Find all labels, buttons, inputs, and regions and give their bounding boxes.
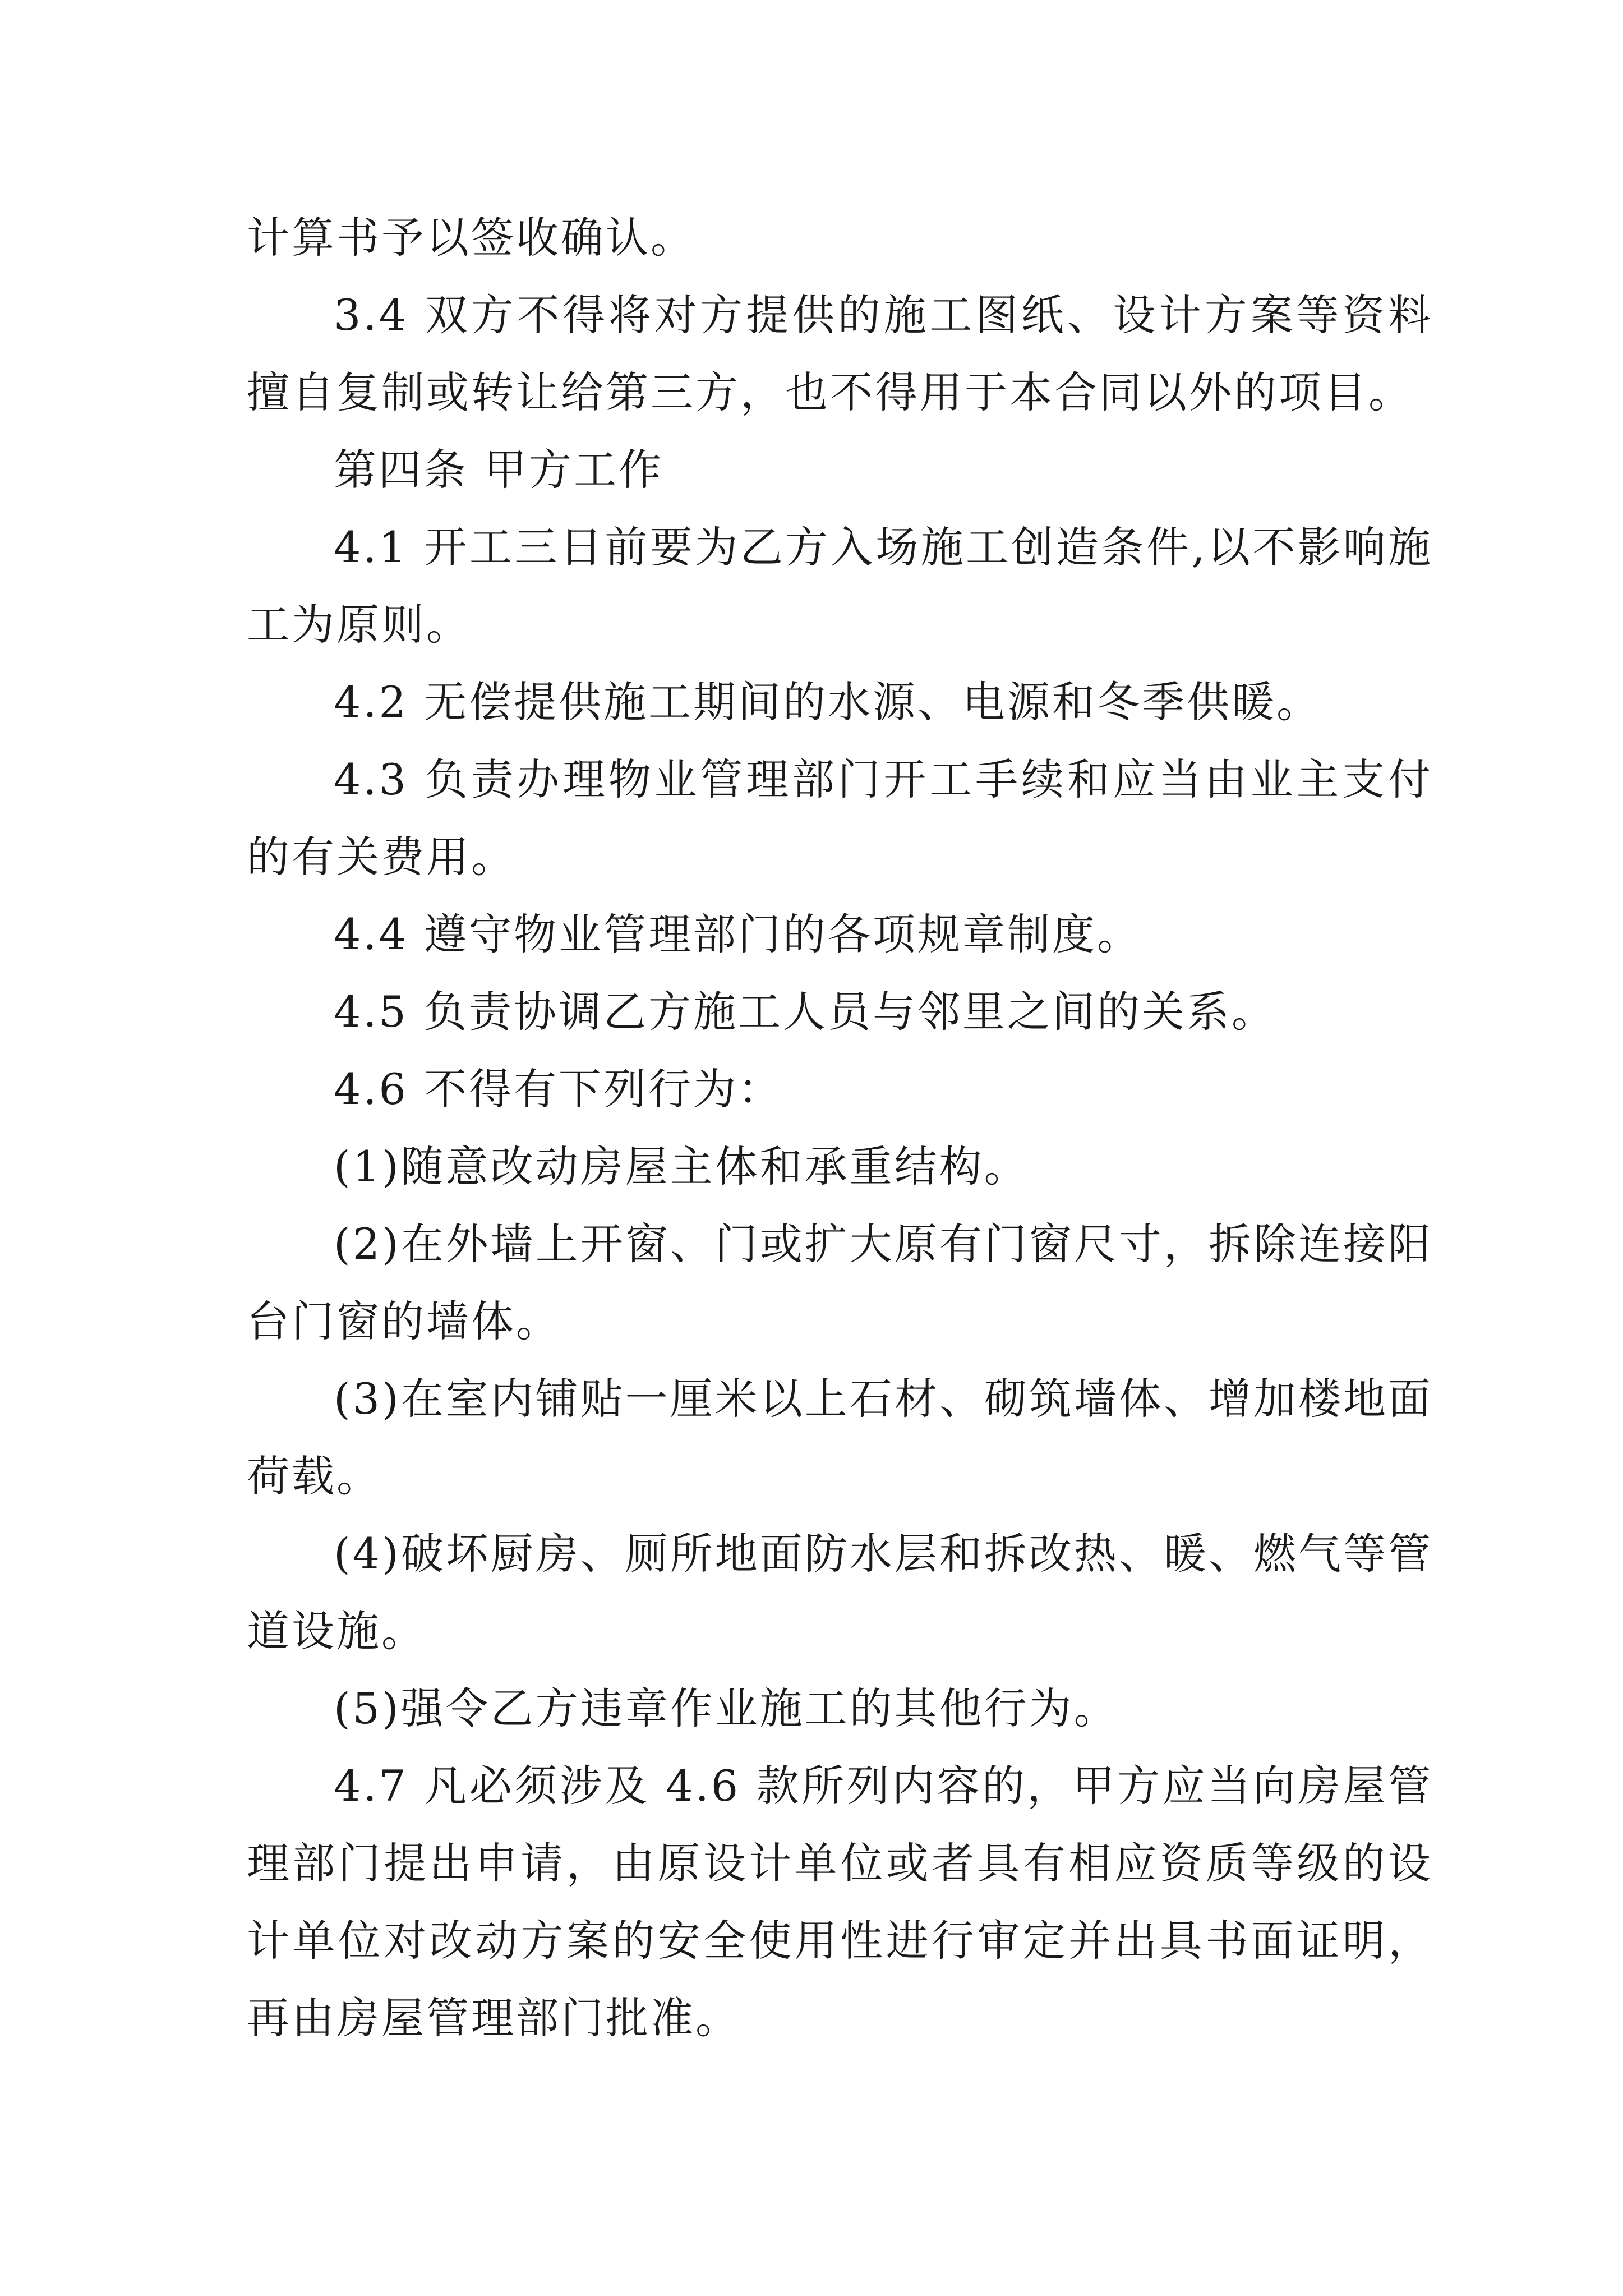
list-item-5: (5)强令乙方违章作业施工的其他行为。 [334,1683,1119,1733]
list-item-3: (3)在室内铺贴一厘米以上石材、砌筑墙体、增加楼地面荷载。 [247,1374,1433,1501]
paragraph-4-3: 4.3 负责办理物业管理部门开工手续和应当由业主支付的有关费用。 [247,754,1433,882]
paragraph-4-5: 4.5 负责协调乙方施工人员与邻里之间的关系。 [334,987,1277,1037]
paragraph-4-2: 4.2 无偿提供施工期间的水源、电源和冬季供暖。 [334,677,1322,727]
section-heading: 第四条 甲方工作 [334,445,664,495]
paragraph-1: 计算书予以签收确认。 [247,213,695,263]
paragraph-4-1: 4.1 开工三日前要为乙方入场施工创造条件,以不影响施工为原则。 [247,522,1433,650]
paragraph-4-7: 4.7 凡必须涉及 4.6 款所列内容的，甲方应当向房屋管理部门提出申请，由原设计单位或者具有相应资质等级的设计单位对改动方案的安全使用性进行审定并出具书面证明，再由房屋管理部门批准。 [247,1761,1433,2043]
list-item-1: (1)随意改动房屋主体和承重结构。 [334,1142,1029,1191]
list-item-2: (2)在外墙上开窗、门或扩大原有门窗尺寸，拆除连接阳台门窗的墙体。 [247,1219,1433,1346]
paragraph-2: 3.4 双方不得将对方提供的施工图纸、设计方案等资料擅自复制或转让给第三方，也不得用于本合同以外的项目。 [247,290,1433,417]
paragraph-4-6: 4.6 不得有下列行为： [334,1064,783,1114]
list-item-4: (4)破坏厨房、厕所地面防水层和拆改热、暖、燃气等管道设施。 [247,1529,1433,1656]
paragraph-4-4: 4.4 遵守物业管理部门的各项规章制度。 [334,909,1142,959]
document-body [247,199,1433,2057]
